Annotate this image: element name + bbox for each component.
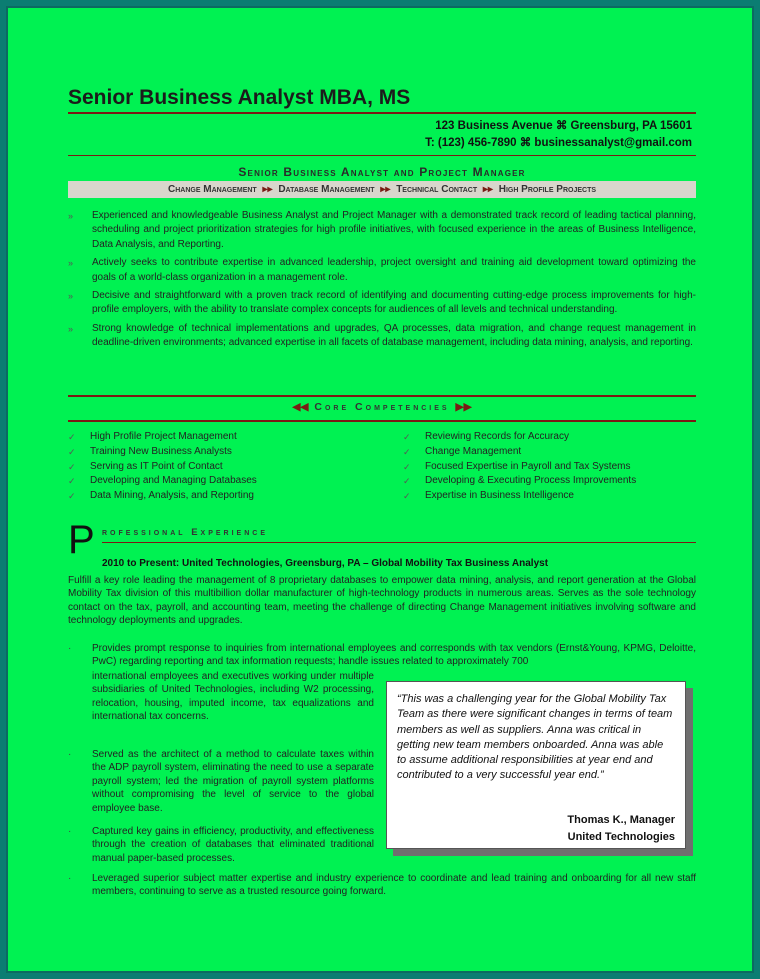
competencies-title-text: Core Competencies bbox=[314, 401, 450, 413]
experience-bullet bbox=[68, 825, 374, 865]
keyword: Database Management bbox=[278, 184, 375, 195]
testimonial-box bbox=[386, 681, 686, 849]
bullet-icon: · bbox=[68, 873, 72, 884]
check-icon: ✓ bbox=[68, 491, 76, 502]
check-icon: ✓ bbox=[68, 432, 76, 442]
experience-title: rofessional Experience bbox=[102, 527, 268, 538]
bullet-text: Actively seeks to contribute expertise in advanced leadership, project oversight and training aid development toward optimizing the goals of a world-class organization in a management role. bbox=[92, 257, 696, 283]
competencies-right-column bbox=[403, 430, 703, 504]
summary-bullets bbox=[68, 209, 696, 355]
bullet-icon: · bbox=[68, 643, 72, 654]
bullet-icon: » bbox=[68, 211, 74, 221]
contact-phone-email: T: (123) 456-7890 ⌘ businessanalyst@gmail.com bbox=[425, 137, 692, 149]
competency-text: Data Mining, Analysis, and Reporting bbox=[90, 490, 254, 502]
keyword: High Profile Projects bbox=[498, 184, 597, 195]
competency-text: Change Management bbox=[425, 445, 522, 457]
list-item bbox=[403, 430, 703, 445]
bullet-text: Leveraged superior subject matter expertise and industry experience to coordinate and lead training and onboarding for all new staff members, continuing to serve as a trusted resource going forward. bbox=[92, 873, 696, 898]
testimonial-author: Thomas K., Manager bbox=[567, 814, 675, 826]
competency-text: Serving as IT Point of Contact bbox=[90, 460, 223, 472]
experience-rule bbox=[102, 542, 696, 543]
competency-text: Focused Expertise in Payroll and Tax Systems bbox=[425, 460, 631, 472]
arrow-right-icon: ▶▶ bbox=[455, 401, 472, 413]
bullet-text: Strong knowledge of technical implementations and upgrades, QA processes, data migration, and change request management in deadline-driven environments; advanced expertise in all facets of database management, including data mining, analysis, and reporting. bbox=[92, 322, 696, 349]
list-item bbox=[403, 474, 703, 489]
list-item bbox=[68, 460, 368, 475]
competency-text: High Profile Project Management bbox=[90, 431, 237, 442]
bullet-text: Captured key gains in efficiency, productivity, and effectiveness through the creation of databases that eliminated traditional manual paper-based processes. bbox=[92, 826, 374, 864]
competencies-left-column bbox=[68, 430, 368, 504]
summary-keyword-bar bbox=[68, 181, 696, 198]
check-icon: ✓ bbox=[68, 446, 76, 457]
separator-icon: ▸▸ bbox=[262, 184, 273, 195]
experience-bullet bbox=[68, 642, 696, 669]
check-icon: ✓ bbox=[403, 432, 411, 442]
experience-initial: P bbox=[68, 518, 95, 562]
competency-text: Training New Business Analysts bbox=[90, 445, 232, 457]
header-rule bbox=[68, 112, 696, 114]
separator-icon: ▸▸ bbox=[482, 184, 493, 195]
bullet-text: Experienced and knowledgeable Business Analyst and Project Manager with a demonstrated track record of leading tactical planning, scheduling and project prioritization strategies for high profile initiatives, with focused experience in the areas of Business Intelligence, Data Analysis, and Reporting. bbox=[92, 210, 696, 250]
competencies-top-rule bbox=[68, 395, 696, 397]
contact-rule bbox=[68, 155, 696, 156]
competency-text: Reviewing Records for Accuracy bbox=[425, 431, 569, 442]
bullet-text: Served as the architect of a method to calculate taxes within the ADP payroll system, eliminating the need to use a separate payroll system; led the migration of payroll system platforms without compromising the level of service to the global employee base. bbox=[92, 749, 374, 814]
list-item bbox=[68, 445, 368, 460]
check-icon: ✓ bbox=[403, 461, 411, 472]
competency-text: Developing and Managing Databases bbox=[90, 475, 257, 487]
list-item bbox=[403, 460, 703, 475]
competency-text: Expertise in Business Intelligence bbox=[425, 490, 574, 502]
resume-page bbox=[6, 6, 754, 973]
competencies-bottom-rule bbox=[68, 420, 696, 422]
testimonial-quote: “This was a challenging year for the Global Mobility Tax Team as there were significant changes in terms of team members as well as suppliers. Anna was critical in getting new team members onboarded. Anna was able to assume additional responsibilities at year end and contributed to a very successful year end.” bbox=[397, 693, 673, 782]
bullet-icon: · bbox=[68, 749, 72, 760]
list-item bbox=[68, 322, 696, 351]
list-item bbox=[403, 489, 703, 504]
job-description: Fulfill a key role leading the management of 8 proprietary databases to empower data mining, analysis, and report generation at the Global Mobility Tax division of this multibillion dollar manufacturer of high-technology products in numerous areas. Serves as the sole technology contact on the tax, payroll, and accounting team, meeting the challenge of directing Change Management initiatives involving software and technology deployments and upgrades. bbox=[68, 575, 696, 627]
bullet-icon: » bbox=[68, 323, 74, 334]
bullet-text: Decisive and straightforward with a proven track record of identifying and documenting cutting-edge process improvements for high-profile employers, with the ability to translate complex concepts for audiences of all levels and technical understanding. bbox=[92, 290, 696, 316]
contact-address: 123 Business Avenue ⌘ Greensburg, PA 15601 bbox=[435, 120, 692, 132]
keyword: Change Management bbox=[167, 184, 257, 195]
testimonial-company: United Technologies bbox=[567, 831, 675, 843]
check-icon: ✓ bbox=[68, 461, 76, 472]
check-icon: ✓ bbox=[68, 476, 76, 487]
experience-bullet bbox=[68, 748, 374, 815]
competencies-title bbox=[68, 401, 696, 413]
check-icon: ✓ bbox=[403, 491, 411, 502]
experience-bullet bbox=[68, 872, 696, 899]
list-item bbox=[68, 289, 696, 318]
list-item bbox=[68, 489, 368, 504]
experience-bullet-continued: international employees and executives working under multiple subsidiaries of United Technologies, including W2 processing, relocation, housing, imputed income, tax equalizations and international tax concerns. bbox=[92, 671, 374, 723]
list-item bbox=[68, 430, 368, 445]
resume-name: Senior Business Analyst MBA, MS bbox=[68, 86, 411, 109]
arrow-left-icon: ◀◀ bbox=[292, 401, 309, 413]
list-item bbox=[68, 256, 696, 285]
summary-title: Senior Business Analyst and Project Manager bbox=[238, 165, 526, 179]
list-item bbox=[68, 474, 368, 489]
check-icon: ✓ bbox=[403, 476, 411, 487]
bullet-icon: » bbox=[68, 258, 74, 269]
job-title: 2010 to Present: United Technologies, Greensburg, PA – Global Mobility Tax Business Analyst bbox=[102, 558, 549, 569]
bullet-text: Provides prompt response to inquiries from international employees and corresponds with tax vendors (Ernst&Young, KPMG, Deloitte, PwC) regarding reporting and tax information requests; handle issues related to approximately 700 bbox=[92, 643, 696, 668]
list-item bbox=[68, 209, 696, 252]
competency-text: Developing & Executing Process Improvements bbox=[425, 475, 637, 487]
bullet-icon: · bbox=[68, 826, 72, 837]
list-item bbox=[403, 445, 703, 460]
keyword: Technical Contact bbox=[396, 184, 478, 195]
bullet-icon: » bbox=[68, 291, 74, 302]
separator-icon: ▸▸ bbox=[380, 184, 391, 195]
check-icon: ✓ bbox=[403, 446, 411, 457]
